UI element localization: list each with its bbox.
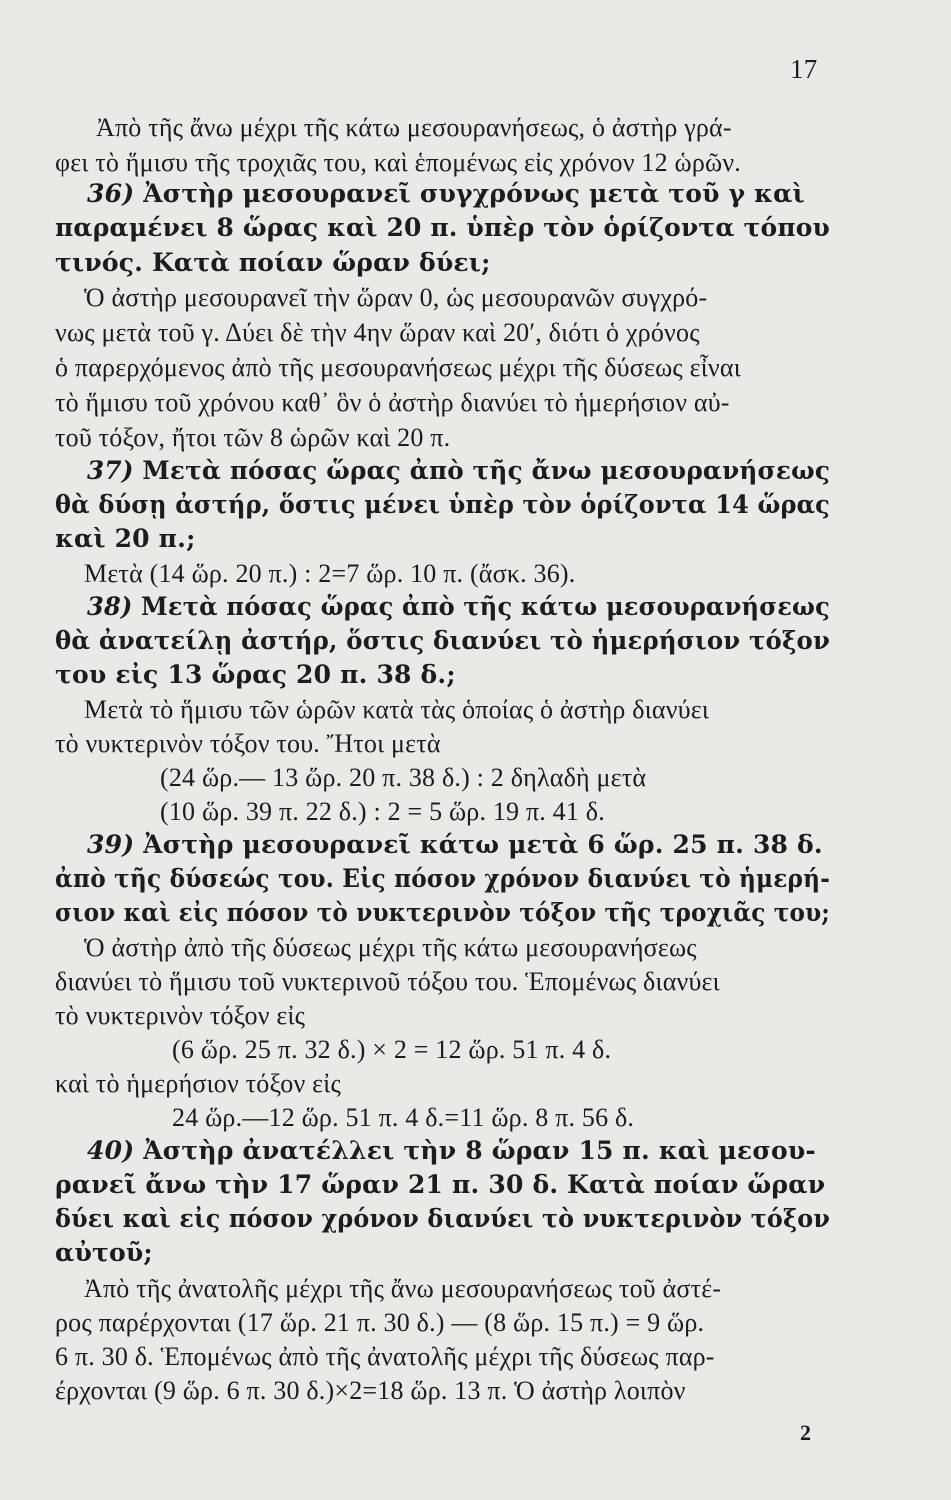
answer-39-line: τὸ νυκτερινὸν τόξον εἰς xyxy=(55,1001,306,1030)
answer-38-line: (24 ὥρ.— 13 ὥρ. 20 π. 38 δ.) : 2 δηλαδὴ μετὰ xyxy=(160,763,647,792)
answer-40-line: 6 π. 30 δ. Ἑπομένως ἀπὸ τῆς ἀνατολῆς μέχρι τῆς δύσεως παρ- xyxy=(55,1342,715,1371)
problem-38-line: 38) Μετὰ πόσας ὥρας ἀπὸ τῆς κάτω μεσουρανήσεως xyxy=(87,592,831,621)
signature-mark: 2 xyxy=(800,1420,812,1445)
problem-40-line: ρανεῖ ἄνω τὴν 17 ὥραν 21 π. 30 δ. Κατὰ ποίαν ὥραν xyxy=(55,1170,826,1199)
problem-40-line: αὐτοῦ; xyxy=(55,1238,153,1267)
answer-36-line: νως μετὰ τοῦ γ. Δύει δὲ τὴν 4ην ὥραν καὶ 20′, διότι ὁ χρόνος xyxy=(55,318,700,347)
answer-37-line: Μετὰ (14 ὥρ. 20 π.) : 2=7 ὥρ. 10 π. (ἄσκ. 36). xyxy=(84,559,576,588)
problem-37-line: θὰ δύσῃ ἀστήρ, ὅστις μένει ὑπὲρ τὸν ὁρίζοντα 14 ὥρας xyxy=(55,490,830,519)
problem-40-line: δύει καὶ εἰς πόσον χρόνον διανύει τὸ νυκτερινὸν τόξον xyxy=(55,1204,831,1233)
text-line: Ἀπὸ τῆς ἄνω μέχρι τῆς κάτω μεσουρανήσεως, ὁ ἀστὴρ γρά- xyxy=(96,113,732,142)
problem-36-line: παραμένει 8 ὥρας καὶ 20 π. ὑπὲρ τὸν ὁρίζοντα τόπου xyxy=(55,213,831,242)
answer-39-line: Ὁ ἀστὴρ ἀπὸ τῆς δύσεως μέχρι τῆς κάτω μεσουρανήσεως xyxy=(84,933,697,962)
problem-number: 38) xyxy=(87,592,133,621)
problem-40-line: 40) Ἀστὴρ ἀνατέλλει τὴν 8 ὥραν 15 π. καὶ μεσου- xyxy=(87,1136,816,1165)
text-line: φει τὸ ἥμισυ τῆς τροχιᾶς του, καὶ ἑπομένως εἰς χρόνον 12 ὡρῶν. xyxy=(55,148,741,177)
answer-36-line: τὸ ἥμισυ τοῦ χρόνου καθ᾽ ὃν ὁ ἀστὴρ διανύει τὸ ἡμερήσιον αὐ- xyxy=(55,388,730,417)
answer-40-line: έρχονται (9 ὥρ. 6 π. 30 δ.)×2=18 ὥρ. 13 π. Ὁ ἀστὴρ λοιπὸν xyxy=(55,1376,686,1405)
problem-37-line: 37) Μετὰ πόσας ὥρας ἀπὸ τῆς ἄνω μεσουρανήσεως xyxy=(87,456,831,485)
answer-36-line: Ὁ ἀστὴρ μεσουρανεῖ τὴν ὥραν 0, ὡς μεσουρανῶν συγχρό- xyxy=(84,283,708,312)
problem-39-line: σιον καὶ εἰς πόσον τὸ νυκτερινὸν τόξον τῆς τροχιᾶς του; xyxy=(55,898,831,927)
problem-39-line: 39) Ἀστὴρ μεσουρανεῖ κάτω μετὰ 6 ὥρ. 25 π. 38 δ. xyxy=(87,830,823,859)
problem-37-line: καὶ 20 π.; xyxy=(55,524,196,553)
problem-38-line: του εἰς 13 ὥρας 20 π. 38 δ.; xyxy=(55,660,456,689)
problem-36-line: τινός. Κατὰ ποίαν ὥραν δύει; xyxy=(55,248,491,277)
problem-number: 37) xyxy=(87,456,134,485)
problem-number: 40) xyxy=(87,1136,135,1165)
page-number: 17 xyxy=(790,54,818,84)
answer-36-line: ὁ παρερχόμενος ἀπὸ τῆς μεσουρανήσεως μέχρι τῆς δύσεως εἶναι xyxy=(55,353,741,382)
answer-38-line: Μετὰ τὸ ἥμισυ τῶν ὡρῶν κατὰ τὰς ὁποίας ὁ ἀστὴρ διανύει xyxy=(84,695,710,724)
problem-38-line: θὰ ἀνατείλῃ ἀστήρ, ὅστις διανύει τὸ ἡμερήσιον τόξον xyxy=(55,626,831,655)
answer-40-line: Ἀπὸ τῆς ἀνατολῆς μέχρι τῆς ἄνω μεσουρανήσεως τοῦ ἀστέ- xyxy=(84,1274,722,1303)
answer-39-line: 24 ὥρ.—12 ὥρ. 51 π. 4 δ.=11 ὥρ. 8 π. 56 δ. xyxy=(172,1103,635,1132)
answer-39-line: καὶ τὸ ἡμερήσιον τόξον εἰς xyxy=(55,1069,341,1098)
answer-40-line: ρος παρέρχονται (17 ὥρ. 21 π. 30 δ.) — (8 ὥρ. 15 π.) = 9 ὥρ. xyxy=(55,1308,705,1337)
answer-39-line: (6 ὥρ. 25 π. 32 δ.) × 2 = 12 ὥρ. 51 π. 4 δ. xyxy=(172,1035,612,1064)
problem-36-line: 36) Ἀστὴρ μεσουρανεῖ συγχρόνως μετὰ τοῦ γ καὶ xyxy=(87,179,805,208)
answer-39-line: διανύει τὸ ἥμισυ τοῦ νυκτερινοῦ τόξου του. Ἑπομένως διανύει xyxy=(55,967,720,996)
problem-number: 36) xyxy=(87,179,135,208)
answer-36-line: τοῦ τόξον, ἤτοι τῶν 8 ὡρῶν καὶ 20 π. xyxy=(55,423,451,452)
answer-38-line: τὸ νυκτερινὸν τόξον του. Ἤτοι μετὰ xyxy=(55,729,441,758)
problem-number: 39) xyxy=(87,830,135,859)
problem-39-line: ἀπὸ τῆς δύσεώς του. Εἰς πόσον χρόνον διανύει τὸ ἡμερή- xyxy=(55,864,831,893)
answer-38-line: (10 ὥρ. 39 π. 22 δ.) : 2 = 5 ὥρ. 19 π. 41 δ. xyxy=(160,797,605,826)
